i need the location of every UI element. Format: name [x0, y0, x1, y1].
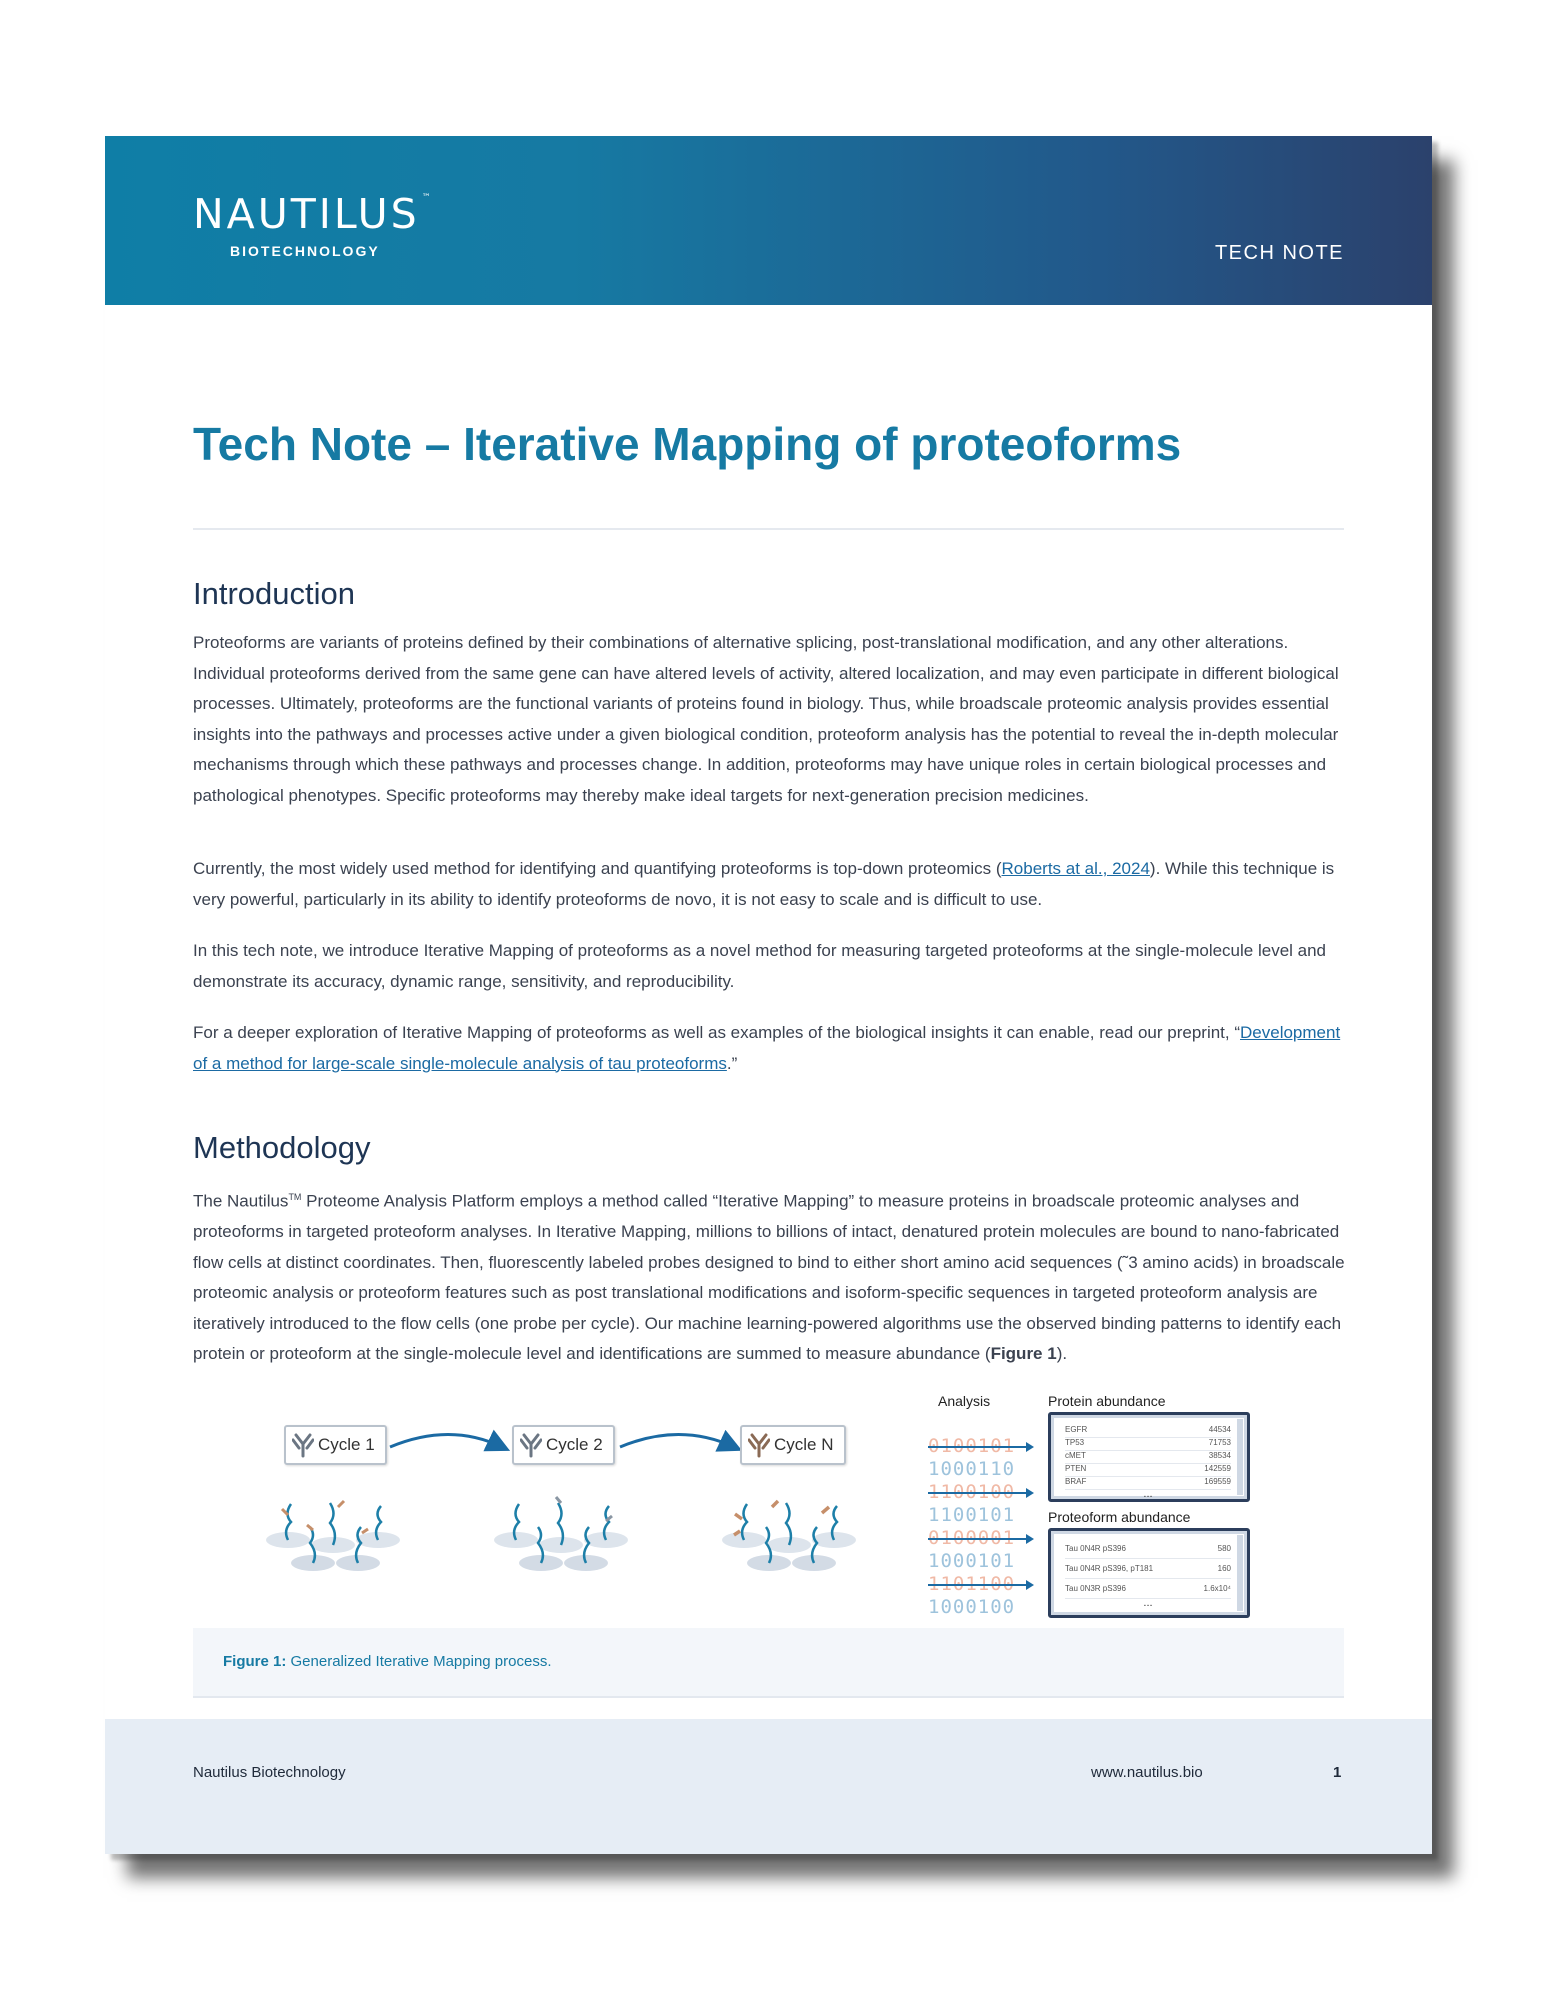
footer-company: Nautilus Biotechnology: [193, 1764, 346, 1781]
binary-row: [928, 1435, 1036, 1458]
methodology-heading: Methodology: [193, 1130, 371, 1165]
row-value: 1.6x10⁴: [1203, 1584, 1231, 1593]
analysis-arrow: [928, 1579, 1036, 1591]
row-value: 169559: [1204, 1477, 1231, 1486]
row-value: 71753: [1208, 1438, 1231, 1447]
flow-cell-2-illustration: [486, 1485, 646, 1575]
row-name: BRAF: [1065, 1477, 1087, 1486]
cycle-2-box: [512, 1425, 615, 1465]
panel-scrollbar: [1237, 1535, 1243, 1611]
binary-row: [928, 1458, 1036, 1481]
row-name: cMET: [1065, 1451, 1086, 1460]
cycle-n-label: Cycle N: [774, 1435, 834, 1454]
roberts-citation-link[interactable]: Roberts at al., 2024: [1001, 859, 1150, 878]
antibody-icon: [292, 1432, 314, 1458]
preprint-link[interactable]: Development of a method for large-scale single-molecule analysis of tau proteoforms: [193, 1023, 1341, 1073]
page-footer: [105, 1719, 1432, 1854]
cycle-1-box: [284, 1425, 387, 1465]
table-row: [1065, 1539, 1231, 1559]
proteoform-abundance-title: Proteoform abundance: [1048, 1509, 1191, 1525]
intro-paragraph-4: [193, 1018, 1348, 1079]
table-row: [1065, 1579, 1231, 1599]
proteoform-abundance-panel: [1048, 1528, 1250, 1618]
cycle-n-box: [740, 1425, 846, 1465]
table-row: [1065, 1559, 1231, 1579]
row-name: PTEN: [1065, 1464, 1087, 1473]
binary-row: [928, 1481, 1036, 1504]
table-row: [1065, 1464, 1231, 1477]
row-name: EGFR: [1065, 1425, 1088, 1434]
cycle-2-label: Cycle 2: [546, 1435, 603, 1454]
method-trademark: TM: [288, 1192, 302, 1202]
more-rows-ellipsis: ...: [1143, 1488, 1153, 1500]
flow-cell-n-illustration: [714, 1485, 874, 1575]
title-divider: [193, 528, 1344, 530]
binary-row: [928, 1527, 1036, 1550]
binary-row: [928, 1550, 1036, 1573]
analysis-label: Analysis: [938, 1393, 991, 1409]
figure-caption: [223, 1653, 551, 1670]
antibody-icon: [748, 1432, 770, 1458]
binary-analysis-rows: [928, 1435, 1036, 1619]
binary-value: 1100101: [928, 1504, 1016, 1526]
nautilus-logo: [193, 190, 434, 259]
page-number: 1: [1333, 1764, 1342, 1781]
figure-reference: Figure 1: [990, 1344, 1057, 1364]
flow-cell-1-illustration: [258, 1485, 418, 1575]
table-row: [1065, 1425, 1231, 1438]
document-type-label: TECH NOTE: [1214, 242, 1344, 264]
binary-value: 0100001: [928, 1527, 1016, 1549]
binary-value: 1100100: [928, 1481, 1016, 1503]
intro-p2-text: Currently, the most widely used method for identifying and quantifying proteoforms is top-down proteomics (: [193, 859, 1002, 878]
binary-value: 1101100: [928, 1573, 1016, 1595]
method-text-b: Proteome Analysis Platform employs a method called “Iterative Mapping” to measure proteins in broadscale proteomic analyses and proteoforms in targeted proteoform analyses. In Iterative Mapping, millions to billions of intact, denatured protein molecules are bound to nano-fabricated flow cells at distinct coordinates. Then, fluorescently labeled probes designed to bind to either short amino acid sequences (˜3 amino acids) in broadscale proteomic analysis or proteoform features such as post translational modifications and isoform-specific sequences in targeted proteoform analysis are iteratively introduced to the flow cells (one probe per cycle). Our machine learning-powered algorithms use the observed binding patterns to identify each protein or proteoform at the single-molecule level and identifications are summed to measure abundance (: [193, 1191, 1345, 1364]
protein-abundance-table: [1065, 1425, 1231, 1498]
logo-wordmark: NAUTILUS: [193, 190, 420, 238]
row-value: 44534: [1208, 1425, 1231, 1434]
caption-text: Generalized Iterative Mapping process.: [286, 1653, 552, 1670]
cycle-1-label: Cycle 1: [318, 1435, 375, 1454]
footer-url: www.nautilus.bio: [1091, 1764, 1203, 1781]
intro-p2-text-end: ). While this technique is very powerful, particularly in its ability to identify proteoforms de novo, it is not easy to scale and is difficult to use.: [193, 859, 1335, 909]
panel-scrollbar: [1237, 1419, 1243, 1495]
figure-caption-box: [193, 1628, 1344, 1698]
binary-row: [928, 1573, 1036, 1596]
row-name: Tau 0N3R pS396: [1065, 1584, 1126, 1593]
analysis-arrow: [928, 1533, 1036, 1545]
intro-paragraph-2: [193, 854, 1348, 915]
introduction-heading: Introduction: [193, 576, 355, 611]
row-value: 160: [1217, 1564, 1231, 1573]
table-row: [1065, 1451, 1231, 1464]
binary-value: 0100101: [928, 1435, 1016, 1457]
intro-p4-text-end: .”: [726, 1053, 738, 1073]
table-row: [1065, 1438, 1231, 1451]
row-name: Tau 0N4R pS396: [1065, 1544, 1126, 1553]
method-text-a: The Nautilus: [193, 1191, 289, 1211]
row-name: TP53: [1065, 1438, 1085, 1447]
proteoform-abundance-table: [1065, 1539, 1231, 1607]
intro-paragraph-1: Proteoforms are variants of proteins defined by their combinations of alternative splicing, post-translational modification, and any other alterations. Individual proteoforms derived from the same gene can have altered levels of activity, altered localization, and may even participate in different biological processes. Ultimately, proteoforms are the functional variants of proteins found in biology. Thus, while broadscale proteomic analysis provides essential insights into the pathways and processes active under a given biological condition, proteoform analysis has the potential to reveal the in-depth molecular mechanisms through which these pathways and processes change. In addition, proteoforms may have unique roles in certain biological processes and pathological phenotypes. Specific proteoforms may thereby make ideal targets for next-generation precision medicines.: [193, 633, 1339, 805]
protein-abundance-title: Protein abundance: [1048, 1393, 1166, 1409]
more-rows-ellipsis: ...: [1143, 1597, 1153, 1609]
antibody-icon: [520, 1432, 542, 1458]
analysis-arrow: [928, 1441, 1036, 1453]
page-header: [105, 136, 1432, 305]
row-name: Tau 0N4R pS396, pT181: [1065, 1564, 1154, 1573]
iterative-mapping-figure: [150, 1257, 1310, 1617]
document-title: Tech Note – Iterative Mapping of proteoforms: [193, 418, 1182, 470]
protein-abundance-panel: [1048, 1412, 1250, 1502]
row-value: 142559: [1204, 1464, 1231, 1473]
binary-row: [928, 1504, 1036, 1527]
binary-value: 1000101: [928, 1550, 1016, 1572]
logo-subtitle: BIOTECHNOLOGY: [230, 243, 380, 259]
binary-value: 1000100: [928, 1596, 1016, 1618]
binary-row: [928, 1596, 1036, 1619]
method-text-c: ).: [1056, 1344, 1068, 1364]
row-value: 38534: [1208, 1451, 1231, 1460]
intro-p4-text: For a deeper exploration of Iterative Mapping of proteoforms as well as examples of the biological insights it can enable, read our preprint, “: [193, 1023, 1241, 1042]
row-value: 580: [1217, 1544, 1231, 1553]
caption-label: Figure 1:: [223, 1653, 287, 1670]
binary-value: 1000110: [928, 1458, 1016, 1480]
analysis-arrow: [928, 1487, 1036, 1499]
intro-paragraph-3: In this tech note, we introduce Iterative Mapping of proteoforms as a novel method for measuring targeted proteoforms at the single-molecule level and demonstrate its accuracy, dynamic range, sensitivity, and reproducibility.: [193, 941, 1327, 991]
logo-trademark: ™: [421, 193, 434, 203]
